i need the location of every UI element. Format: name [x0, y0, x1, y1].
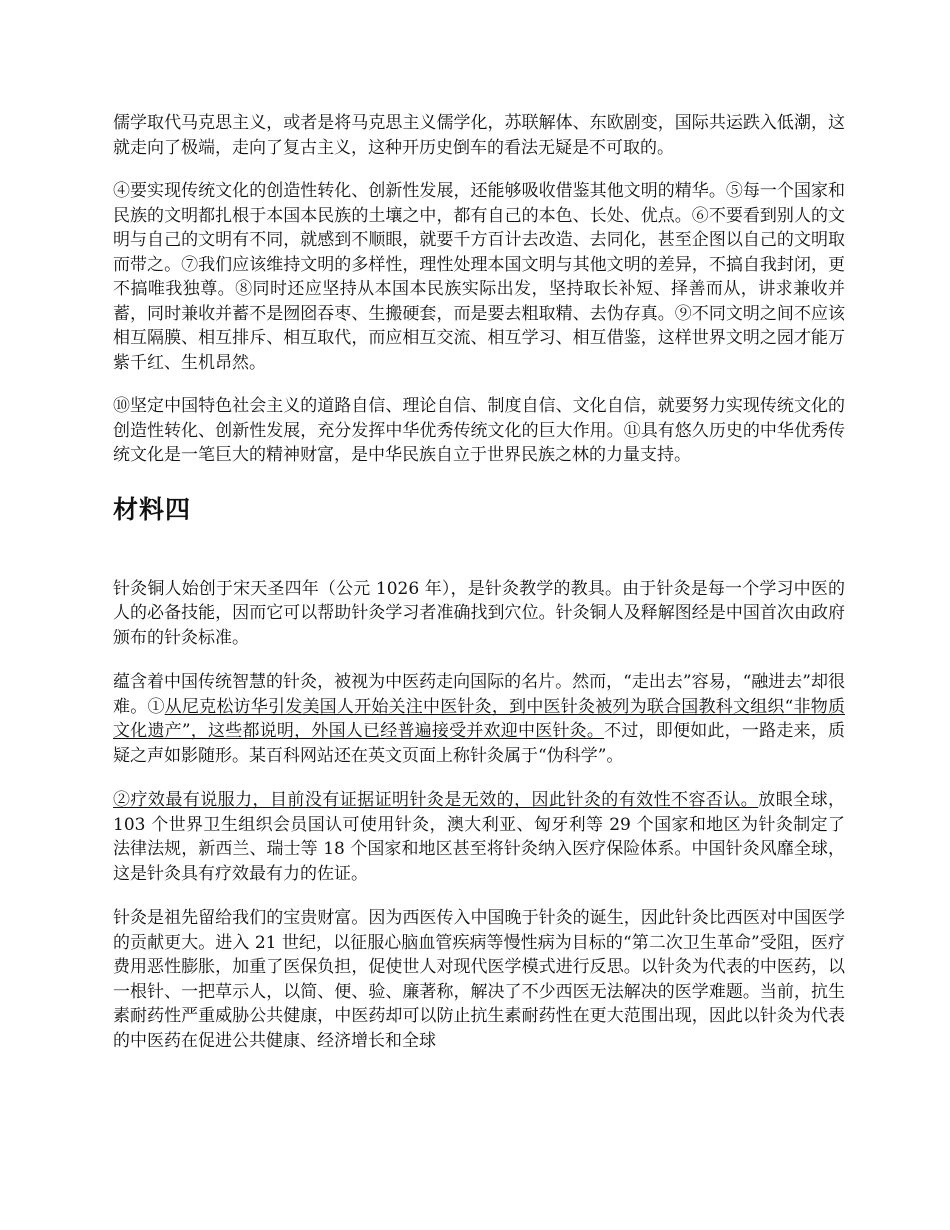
- paragraph-civilization-diversity: ④要实现传统文化的创造性转化、创新性发展，还能够吸收借鉴其他文明的精华。⑤每一个国家和民族的文明都扎根于本国本民族的土壤之中，都有自己的本色、长处、优点。⑥不要看到别人的文明与自己的文明有不同，就感到不顺眼，就要千方百计去改造、去同化，甚至企图以自己的文明取而带之。⑦我们应该维持文明的多样性，理性处理本国文明与其他文明的差异，不搞自我封闭，更不搞唯我独尊。⑧同时还应坚持从本国本民族实际出发，坚持取长补短、择善而从，讲求兼收并蓄，同时兼收并蓄不是囫囵吞枣、生搬硬套，而是要去粗取精、去伪存真。⑨不同文明之间不应该相互隔膜、相互排斥、相互取代，而应相互交流、相互学习、相互借鉴，这样世界文明之园才能万紫千红、生机昂然。: [113, 181, 845, 373]
- paragraph-cultural-confidence: ⑩坚定中国特色社会主义的道路自信、理论自信、制度自信、文化自信，就要努力实现传统文化的创造性转化、创新性发展，充分发挥中华优秀传统文化的巨大作用。⑪具有悠久历史的中华优秀传统文化是一笔巨大的精神财富，是中华民族自立于世界民族之林的力量支持。: [113, 396, 845, 465]
- paragraph-going-global: [113, 670, 845, 768]
- efficacy-rest: 放眼全球，103 个世界卫生组织会员国认可使用针灸，澳大利亚、匈牙利等 29 个国家和地区为针灸制定了法律法规，新西兰、瑞士等 18 个国家和地区甚至将针灸纳入医疗保险体系。中国针灸风靡全球，这是针灸具有疗效最有力的佐证。: [113, 790, 846, 884]
- underlined-claim-2: ②疗效最有说服力，目前没有证据证明针灸是无效的，因此针灸的有效性不容否认。: [113, 790, 759, 810]
- paragraph-efficacy: [113, 788, 845, 886]
- underlined-claim-1: 从尼克松访华引发美国人开始关注中医针灸，到中医针灸被列为联合国教科文组织“非物质文化遗产”，这些都说明，外国人已经普遍接受并欢迎中医针灸。: [113, 696, 845, 741]
- material-four-heading: 材料四: [113, 494, 192, 524]
- paragraph-bronze-figure: 针灸铜人始创于宋天圣四年（公元 1026 年），是针灸教学的教具。由于针灸是每一个学习中医的人的必备技能，因而它可以帮助针灸学习者准确找到穴位。针灸铜人及释解图经是中国首次由政府颁布的针灸标准。: [113, 578, 845, 648]
- going-global-rest: 不过，即便如此，一路走来，质疑之声如影随形。某百科网站还在英文页面上称针灸属于“伪科学”。: [113, 721, 845, 766]
- document-page: [113, 111, 845, 1053]
- going-global-intro: 蕴含着中国传统智慧的针灸，被视为中医药走向国际的名片。然而，“走出去”容易，“融进去”却很难。①: [113, 672, 845, 717]
- paragraph-heritage: 针灸是祖先留给我们的宝贵财富。因为西医传入中国晚于针灸的诞生，因此针灸比西医对中国医学的贡献更大。进入 21 世纪，以征服心脑血管疾病等慢性病为目标的“第二次卫生革命”受阻，医疗费用恶性膨胀，加重了医保负担，促使世人对现代医学模式进行反思。以针灸为代表的中医药，以一根针、一把草示人，以简、便、验、廉著称，解决了不少西医无法解决的医学难题。当前，抗生素耐药性严重威胁公共健康，中医药却可以防止抗生素耐药性在更大范围出现，因此以针灸为代表的中医药在促进公共健康、经济增长和全球: [113, 908, 845, 1051]
- paragraph-confucianism-extreme: 儒学取代马克思主义，或者是将马克思主义儒学化，苏联解体、东欧剧变，国际共运跌入低潮，这就走向了极端，走向了复古主义，这种开历史倒车的看法无疑是不可取的。: [113, 113, 845, 158]
